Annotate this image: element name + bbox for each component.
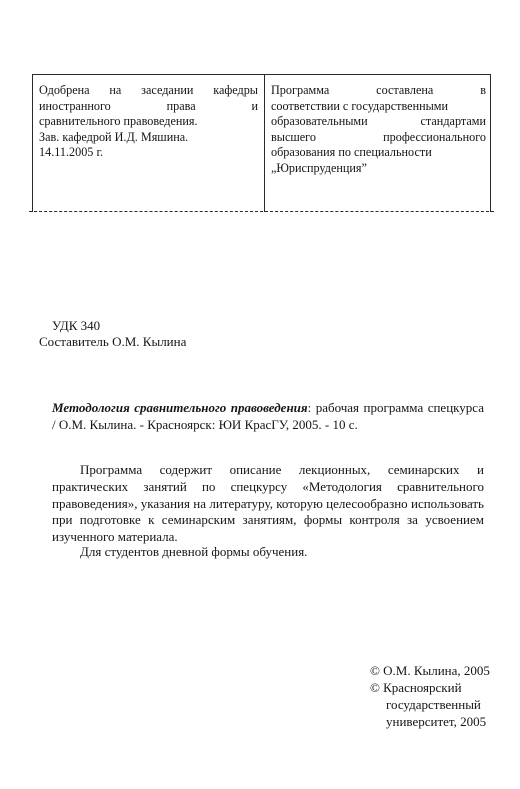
approval-left-line: 14.11.2005 г. <box>39 145 104 159</box>
table-bottom-rule <box>29 211 494 212</box>
approval-right-line: образования по специальности <box>271 145 432 159</box>
approval-left-line: сравнительного правоведения. <box>39 114 198 128</box>
approval-left-line: иностранного права и <box>39 98 258 113</box>
approval-left-line: Зав. кафедрой И.Д. Мяшина. <box>39 129 189 144</box>
copyright-university: © Красноярский <box>370 680 462 695</box>
biblio-details: : рабочая программа спецкурса / О.М. Кылина. - Красноярск: ЮИ КрасГУ, 2005. - 10 с. <box>52 400 484 432</box>
approval-left-line: Одобрена на заседании кафедры <box>39 83 258 97</box>
copyright-author: © О.М. Кылина, 2005 <box>370 663 490 678</box>
approval-right-line: „Юриспруденция” <box>271 160 367 175</box>
approval-right-cell <box>265 75 490 220</box>
audience-note: Для студентов дневной формы обучения. <box>80 544 308 559</box>
udk-code: УДК 340 <box>52 318 101 333</box>
approval-right-line: образовательными стандартами <box>271 114 486 128</box>
biblio-title: Методология сравнительного правоведения <box>52 400 308 415</box>
approval-table <box>32 74 491 212</box>
copyright-university-year: университет, 2005 <box>386 714 487 729</box>
approval-right-line: соответствии с государственными <box>271 98 449 113</box>
compiler-line: Составитель О.М. Кылина <box>39 334 187 349</box>
approval-right-line: Программа составлена в <box>271 83 486 97</box>
copyright-block <box>370 662 490 730</box>
bibliographic-record <box>52 399 484 433</box>
approval-right-line: высшего профессионального <box>271 129 486 144</box>
approval-left-cell <box>33 75 265 212</box>
abstract-text: Программа содержит описание лекционных, семинарских и практических занятий по спецкурсу «Методология сравнительного правоведения», указания на литературу, которую целесообразно использовать при подготовке к семинарским занятиям, формы контроля за усвоением изученного материала. <box>52 462 484 545</box>
abstract <box>52 462 484 546</box>
copyright-university-cont: государственный <box>386 697 481 712</box>
